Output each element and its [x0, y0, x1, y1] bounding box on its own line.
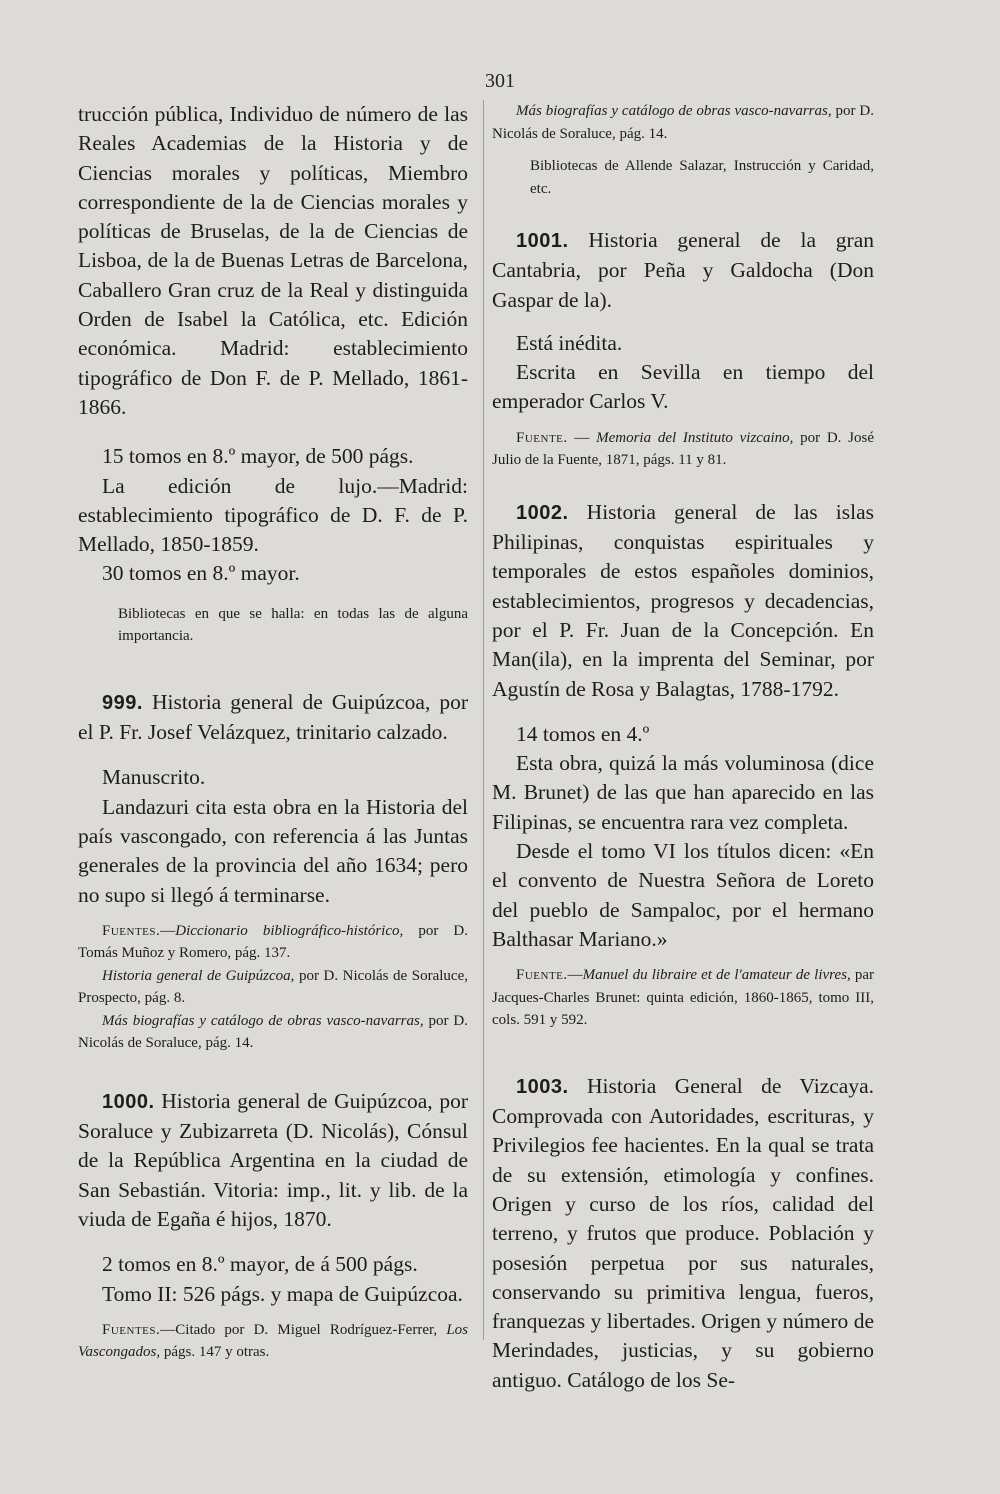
entry-title: Historia general de las islas Philipinas, conquistas espirituales y temporales de estos españoles dominios, establecimientos, progresos y decadencias, por el P. Fr. Juan de la Concepción. En Man(ila), en la imprenta del Seminar, por Agustín de Rosa y Balagtas, 1788-1792. — [492, 499, 874, 701]
entry-heading — [78, 1087, 468, 1234]
entry-title: Historia general de Guipúzcoa, por Soraluce y Zubizarreta (D. Nicolás), Cónsul de la República Argentina en la ciudad de San Sebastián. Vitoria: imp., lit. y lib. de la viuda de Egaña é hijos, 1870. — [78, 1088, 469, 1232]
entry-note: Escrita en Sevilla en tiempo del emperador Carlos V. — [492, 360, 874, 414]
entry-title: Historia general de la gran Cantabria, por Peña y Galdocha (Don Gaspar de la). — [492, 228, 874, 312]
page-number: 301 — [485, 70, 515, 92]
entry-number: 1001. — [516, 230, 569, 252]
right-column — [492, 100, 874, 1395]
sources-note: Fuentes.—Citado por D. Miguel Rodríguez-Ferrer, Los Vascongados, págs. 147 y otras. — [78, 1321, 468, 1361]
sources-note: Historia general de Guipúzcoa, por D. Nicolás de Soraluce, Prospecto, pág. 8. — [78, 967, 468, 1007]
entry-title: Historia general de Guipúzcoa, por el P. Fr. Josef Velázquez, trinitario calzado. — [78, 689, 468, 745]
left-column — [78, 100, 468, 1364]
library-note: Bibliotecas en que se halla: en todas las de alguna importancia. — [118, 605, 468, 645]
entry-heading — [492, 226, 874, 315]
entry-number: 999. — [102, 691, 143, 714]
continued-entry-text: trucción pública, Individuo de número de las Reales Academias de la Historia y de Ciencias morales y políticas, Miembro correspondiente de la de Ciencias morales y políticas de Bruselas, de la de Ciencias de Lisboa, de la de Buenas Letras de Barcelona, Caballero Gran cruz de la Real y distinguida Orden de Isabel la Católica, etc. Edición económica. Madrid: establecimiento tipográfico de Don F. de P. Mellado, 1861-1866. — [78, 102, 468, 419]
entry-note: Está inédita. — [516, 330, 623, 355]
entry-note: 15 tomos en 8.º mayor, de 500 págs. — [102, 444, 414, 469]
entry-number: 1000. — [102, 1090, 155, 1113]
sources-note: Más biografías y catálogo de obras vasco-navarras, por D. Nicolás de Soraluce, pág. 14. — [492, 103, 875, 142]
entry-heading — [492, 498, 874, 704]
entry-note: Tomo II: 526 págs. y mapa de Guipúzcoa. — [102, 1281, 463, 1306]
entry-title: Historia General de Vizcaya. Comprovada con Autoridades, escrituras, y Privilegios fee hacientes. En la qual se trata de su extensión, etimología y confines. Origen y curso de los ríos, calidad del terreno, y frutos que produce. Población y posesión perpetua por sus naturales, conservando su primitiva lengua, fueros, franquezas y libertades. Origen y número de Merindades, justicias, y su gobierno antiguo. Catálogo de los Se- — [492, 1073, 875, 1392]
entry-heading — [78, 688, 468, 748]
entry-note: Landazuri cita esta obra en la Historia del país vascongado, con referencia á las Juntas generales de la provincia del año 1634; pero no supo si llegó á terminarse. — [78, 794, 468, 907]
entry-1002 — [492, 498, 874, 1032]
entry-note: 14 tomos en 4.º — [516, 721, 650, 746]
entry-heading — [492, 1072, 874, 1395]
entry-1001 — [492, 226, 874, 472]
entry-1003 — [492, 1072, 874, 1395]
entry-note: Esta obra, quizá la más voluminosa (dice M. Brunet) de las que han aparecido en las Filipinas, se encuentra rara vez completa. — [492, 751, 874, 834]
entry-note: Manuscrito. — [102, 765, 206, 790]
library-note: Bibliotecas de Allende Salazar, Instrucción y Caridad, etc. — [530, 158, 874, 197]
column-divider — [483, 100, 484, 1340]
sources-note: Fuente.—Manuel du libraire et de l'amateur de livres, par Jacques-Charles Brunet: quinta edición, 1860-1865, tomo III, cols. 591 y 592. — [492, 967, 874, 1029]
entry-999 — [78, 688, 468, 1055]
entry-note: 30 tomos en 8.º mayor. — [102, 561, 300, 586]
entry-1000 — [78, 1087, 468, 1364]
entry-number: 1003. — [516, 1075, 569, 1098]
entry-note: 2 tomos en 8.º mayor, de á 500 págs. — [102, 1252, 418, 1277]
entry-note: Desde el tomo VI los títulos dicen: «En el convento de Nuestra Señora de Loreto del pueblo de Sampaloc, por el hermano Balthasar Mariano.» — [492, 839, 874, 951]
sources-note: Más biografías y catálogo de obras vasco-navarras, por D. Nicolás de Soraluce, pág. 14. — [78, 1012, 469, 1052]
entry-note: La edición de lujo.—Madrid: establecimiento tipográfico de D. F. de P. Mellado, 1850-1859. — [78, 473, 468, 557]
sources-note: Fuente. — Memoria del Instituto vizcaino, por D. José Julio de la Fuente, 1871, págs. 11 y 81. — [492, 429, 874, 469]
entry-number: 1002. — [516, 501, 569, 524]
sources-note: Fuentes.—Diccionario bibliográfico-histórico, por D. Tomás Muñoz y Romero, pág. 137. — [78, 922, 468, 962]
